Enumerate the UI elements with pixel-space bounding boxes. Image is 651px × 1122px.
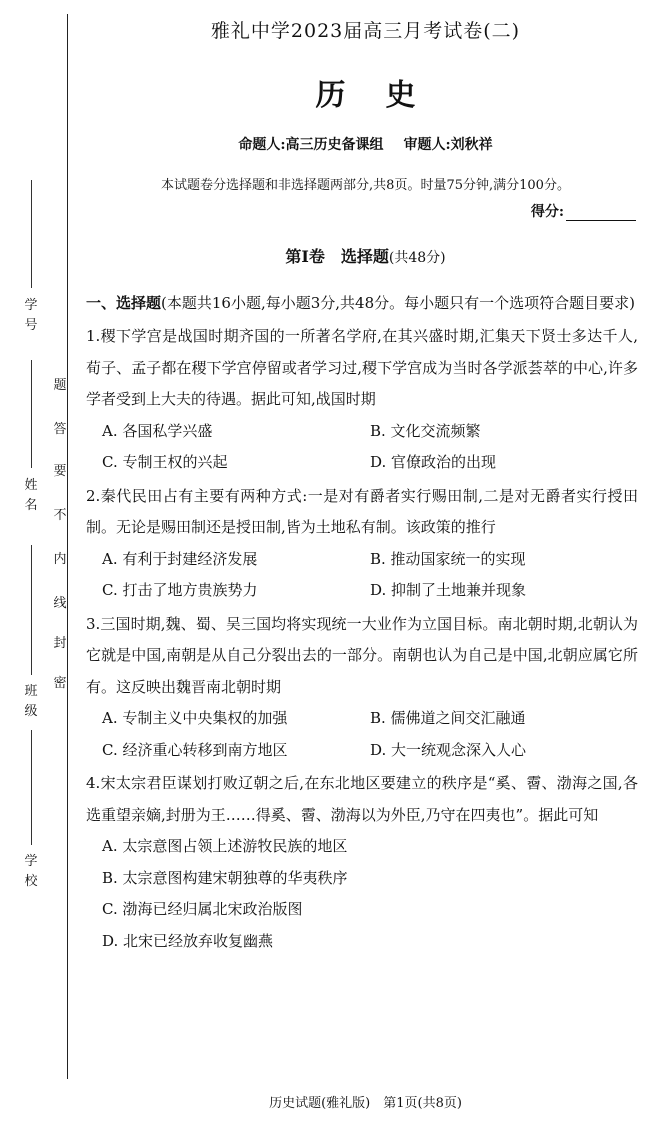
class-blank[interactable] bbox=[31, 545, 32, 675]
part-heading bbox=[86, 288, 638, 319]
option-b[interactable]: B. 儒佛道之间交汇融通 bbox=[370, 709, 526, 727]
score-label: 得分: bbox=[530, 204, 564, 220]
question-3 bbox=[86, 609, 638, 767]
seal-warning-char: 不 bbox=[53, 508, 67, 523]
exam-title: 雅礼中学2023届高三月考试卷(二) bbox=[210, 20, 521, 42]
seal-warning-char: 封 bbox=[53, 636, 67, 651]
option-list bbox=[86, 831, 638, 957]
seal-warning-char: 内 bbox=[53, 552, 67, 567]
seal-warning-char: 题 bbox=[53, 378, 67, 393]
option-c[interactable]: C. 打击了地方贵族势力 bbox=[102, 581, 258, 599]
exam-notice: 本试题卷分选择题和非选择题两部分,共8页。时量75分钟,满分100分。 bbox=[161, 178, 570, 193]
reviewer-text: 审题人:刘秋祥 bbox=[403, 137, 493, 153]
class-label: 班级 bbox=[24, 684, 38, 719]
subject-title: 历史 bbox=[315, 78, 456, 113]
option-d[interactable]: D. 大一统观念深入人心 bbox=[370, 740, 527, 759]
section-subtitle: (共48分) bbox=[388, 250, 446, 266]
option-b[interactable]: B. 推动国家统一的实现 bbox=[370, 549, 526, 568]
option-list bbox=[86, 544, 638, 607]
page-footer: 历史试题(雅礼版) 第1页(共8页) bbox=[269, 1096, 462, 1111]
option-d[interactable]: D. 北宋已经放弃收复幽燕 bbox=[102, 931, 274, 950]
section-heading bbox=[80, 244, 651, 267]
part-label: 一、选择题 bbox=[86, 294, 162, 312]
part-instruction: (本题共16小题,每小题3分,共48分。每小题只有一个选项符合题目要求) bbox=[161, 294, 635, 312]
option-a[interactable]: A. 太宗意图占领上述游牧民族的地区 bbox=[102, 837, 348, 855]
question-4 bbox=[86, 768, 638, 957]
seal-warning-char: 线 bbox=[53, 596, 67, 611]
seal-warning-char: 密 bbox=[53, 676, 67, 691]
score-blank[interactable] bbox=[566, 206, 636, 221]
question-area bbox=[86, 288, 638, 957]
score-field bbox=[531, 201, 636, 221]
option-d[interactable]: D. 抑制了土地兼并现象 bbox=[370, 581, 527, 599]
question-stem: 4.宋太宗君臣谋划打败辽朝之后,在东北地区要建立的秩序是“奚、霫、渤海之国,各选重望亲嫡,封册为王……得奚、霫、渤海以为外臣,乃守在四夷也”。据此可知 bbox=[86, 774, 638, 824]
question-stem: 3.三国时期,魏、蜀、吴三国均将实现统一大业作为立国目标。南北朝时期,北朝认为它就是中国,南朝是从自己分裂出去的一部分。南朝也认为自己是中国,北朝应属它所有。这反映出魏晋南北朝时期 bbox=[86, 614, 638, 696]
school-blank[interactable] bbox=[31, 730, 32, 845]
option-d[interactable]: D. 官僚政治的出现 bbox=[370, 453, 497, 471]
option-list bbox=[86, 416, 638, 479]
option-list bbox=[86, 703, 638, 766]
option-a[interactable]: A. 专制主义中央集权的加强 bbox=[102, 709, 288, 727]
option-b[interactable]: B. 太宗意图构建宋朝独尊的华夷秩序 bbox=[102, 868, 348, 887]
student-name-label: 姓名 bbox=[24, 478, 38, 513]
question-1 bbox=[86, 321, 638, 479]
option-a[interactable]: A. 有利于封建经济发展 bbox=[102, 549, 258, 568]
option-a[interactable]: A. 各国私学兴盛 bbox=[102, 421, 213, 440]
student-id-label: 学号 bbox=[24, 298, 38, 333]
school-label: 学校 bbox=[24, 854, 38, 889]
fold-line bbox=[67, 14, 68, 1079]
option-c[interactable]: C. 专制王权的兴起 bbox=[102, 453, 228, 471]
student-id-blank[interactable] bbox=[31, 180, 32, 288]
question-stem: 2.秦代民田占有主要有两种方式:一是对有爵者实行赐田制,二是对无爵者实行授田制。无论是赐田制还是授田制,皆为土地私有制。该政策的推行 bbox=[86, 486, 638, 536]
author-line bbox=[80, 134, 651, 154]
seal-warning-char: 答 bbox=[53, 422, 67, 437]
setter-text: 命题人:高三历史备课组 bbox=[238, 137, 384, 153]
option-c[interactable]: C. 经济重心转移到南方地区 bbox=[102, 740, 288, 759]
seal-warning-char: 要 bbox=[53, 464, 67, 479]
section-title: 第Ⅰ卷 选择题 bbox=[285, 247, 389, 266]
option-b[interactable]: B. 文化交流频繁 bbox=[370, 421, 481, 440]
question-2 bbox=[86, 481, 638, 607]
option-c[interactable]: C. 渤海已经归属北宋政治版图 bbox=[102, 900, 303, 918]
question-stem: 1.稷下学宫是战国时期齐国的一所著名学府,在其兴盛时期,汇集天下贤士多达千人,荀子、孟子都在稷下学宫停留或者学习过,稷下学宫成为当时各学派荟萃的中心,许多学者受到上大夫的待遇。据此可知,战国时期 bbox=[86, 327, 638, 408]
binding-margin bbox=[0, 0, 80, 1122]
student-name-blank[interactable] bbox=[31, 360, 32, 468]
